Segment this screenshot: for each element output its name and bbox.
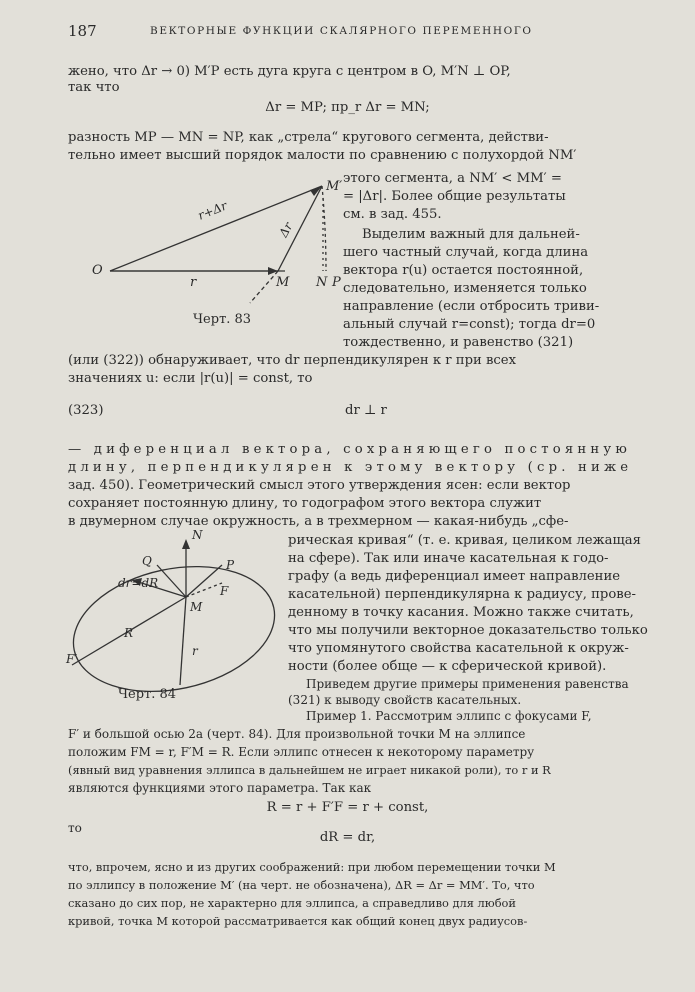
- label-Q: Q: [142, 554, 152, 568]
- equation-323: dr ⊥ r: [345, 403, 387, 418]
- text-line: денному в точку касания. Можно также считать,: [288, 605, 634, 620]
- figure-83-caption: Черт. 83: [193, 312, 252, 327]
- label-F-prime: F′: [66, 652, 78, 666]
- text-line: ности (более обще — к сферической кривой).: [288, 659, 607, 674]
- text-line: следовательно, изменяется только: [343, 281, 587, 296]
- figure-84: [62, 525, 280, 697]
- text-line: значениях u: если |r(u)| = const, то: [68, 371, 313, 386]
- text-line: Приведем другие примеры применения равенства: [306, 677, 629, 691]
- arrow-head: [268, 267, 278, 275]
- label-N: N: [316, 275, 328, 290]
- label-r: r: [190, 275, 197, 290]
- label-r-plus-dr: r+Δr: [195, 198, 230, 223]
- text-line: вектора r(u) остается постоянной,: [343, 263, 584, 278]
- text-line: тельно имеет высший порядок малости по сравнению с полухордой NM′: [68, 148, 577, 163]
- label-r: r: [192, 644, 198, 658]
- text-line: направление (если отбросить триви-: [343, 299, 600, 314]
- text-line: сохраняет постоянную длину, то годографом этого вектора служит: [68, 496, 542, 511]
- label-R: R: [124, 626, 134, 640]
- label-P: P: [332, 275, 341, 290]
- figure-83: [80, 168, 343, 318]
- text-line: являются функциями этого параметра. Так как: [68, 781, 372, 795]
- text-line: касательной) перпендикулярна к радиусу, прове-: [288, 587, 636, 602]
- text-line: Пример 1. Рассмотрим эллипс с фокусами F,: [306, 709, 592, 723]
- text-line: — диференциал вектора, сохраняющего постоянную: [68, 442, 631, 457]
- page-header: [0, 22, 695, 42]
- dash-line: [250, 271, 278, 303]
- formula: R = r + F′F = r + const,: [266, 800, 429, 815]
- arrow-head: [310, 186, 322, 196]
- label-F: F: [220, 584, 229, 598]
- label-M-prime: M′: [326, 179, 343, 194]
- text-line: в двумерном случае окружность, а в трехмерном — какая-нибудь „сфе-: [68, 514, 569, 529]
- text-line: на сфере). Так или иначе касательная к годо-: [288, 551, 609, 566]
- text-line: тождественно, и равенство (321): [343, 335, 574, 350]
- text-line: F′ и большой осью 2a (черт. 84). Для произвольной точки M на эллипсе: [68, 727, 526, 741]
- label-dr-dR: dr=dR: [118, 576, 159, 590]
- text-line: этого сегмента, а NM′ < MM′ =: [343, 171, 562, 186]
- dashed-line: [186, 583, 222, 597]
- vector-r: [180, 597, 186, 685]
- text-line: шего частный случай, когда длина: [343, 245, 589, 260]
- text-line: что, впрочем, ясно и из других соображений: при любом перемещении точки M: [68, 860, 556, 874]
- text-line: (или (322)) обнаруживает, что dr перпендикулярен к r при всех: [68, 353, 517, 368]
- text-line: Выделим важный для дальней-: [362, 227, 580, 242]
- text-line: что мы получили векторное доказательство только: [288, 623, 648, 638]
- text-line: что упомянутого свойства касательной к окруж-: [288, 641, 629, 656]
- text-line: положим FM = r, F′M = R. Если эллипс отнесен к некоторому параметру: [68, 745, 535, 759]
- text-line: длину, перпендикулярен к этому вектору (ср. ниже: [68, 460, 633, 475]
- label-N: N: [192, 528, 203, 542]
- text-line: альный случай r=const); тогда dr=0: [343, 317, 596, 332]
- equation-number: (323): [68, 403, 104, 418]
- tangent-P: [186, 565, 222, 597]
- text-line: рическая кривая“ (т. е. кривая, целиком лежащая: [288, 533, 641, 548]
- text-line: то: [68, 821, 82, 835]
- text-line: зад. 450). Геометрический смысл этого утверждения ясен: если вектор: [68, 478, 571, 493]
- text-line: сказано до сих пор, не характерно для эллипса, а справедливо для любой: [68, 896, 517, 910]
- label-O: O: [92, 263, 103, 278]
- text-line: (321) к выводу свойств касательных.: [288, 693, 522, 707]
- label-M: M: [276, 275, 290, 290]
- ellipse: [62, 549, 286, 709]
- text-line: см. в зад. 455.: [343, 207, 442, 222]
- formula: Δr = MP; пр_r Δr = MN;: [265, 100, 430, 115]
- text-line: кривой, точка M которой рассматривается как общий конец двух радиусов-: [68, 914, 528, 928]
- text-line: = |Δr|. Более общие результаты: [343, 189, 566, 204]
- text-line: графу (а ведь диференциал имеет направление: [288, 569, 621, 584]
- label-dr: Δr: [276, 220, 296, 240]
- text-line: разность MP — MN = NP, как „стрела“ кругового сегмента, действи-: [68, 130, 549, 145]
- figure-84-caption: Черт. 84: [118, 687, 177, 702]
- label-P: P: [226, 558, 235, 572]
- text-line: так что: [68, 80, 120, 95]
- formula: dR = dr,: [319, 830, 376, 845]
- arrow-head: [182, 539, 190, 549]
- text-line: по эллипсу в положение M′ (на черт. не обозначена), ΔR = Δr = MM′. То, что: [68, 878, 535, 892]
- text-line: (явный вид уравнения эллипса в дальнейшем не играет никакой роли), то r и R: [68, 763, 551, 777]
- running-head: ВЕКТОРНЫЕ ФУНКЦИИ СКАЛЯРНОГО ПЕРЕМЕННОГО: [150, 25, 533, 37]
- text-line: жено, что Δr → 0) M′P есть дуга круга с центром в O, M′N ⊥ OP,: [68, 64, 511, 79]
- label-M: M: [190, 600, 203, 614]
- page-number: 187: [68, 22, 97, 40]
